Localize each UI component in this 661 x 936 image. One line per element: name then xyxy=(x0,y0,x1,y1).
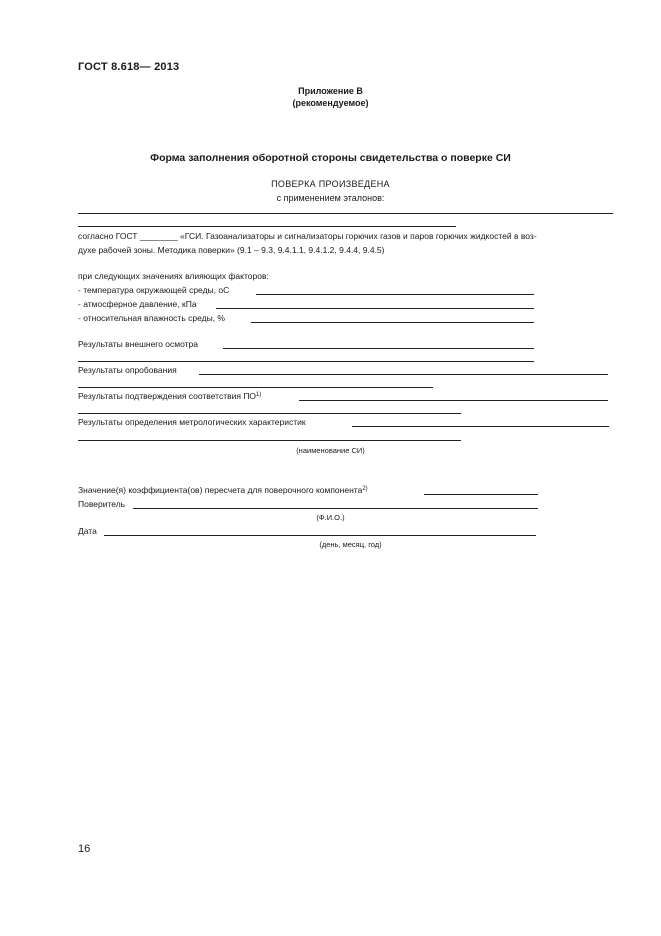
testing-field-2[interactable] xyxy=(78,387,433,388)
verifier-caption: (Ф.И.О.) xyxy=(316,513,345,522)
testing-field[interactable] xyxy=(199,374,608,375)
page-number: 16 xyxy=(78,843,91,855)
software-confirmation-field[interactable] xyxy=(299,400,608,401)
pressure-field[interactable] xyxy=(216,308,534,309)
si-name-field[interactable] xyxy=(78,440,461,441)
standards-line-1[interactable] xyxy=(78,213,613,214)
appendix-title: Приложение В xyxy=(298,86,363,96)
temperature-label: - температура окружающей среды, оС xyxy=(78,285,230,295)
metrology-label: Результаты определения метрологических характеристик xyxy=(78,417,306,427)
according-text-line-2: духе рабочей зоны. Методика поверки» (9.1 – 9.3, 9.4.1.1, 9.4.1.2, 9.4.4, 9.4.5) xyxy=(78,245,385,255)
external-inspection-label: Результаты внешнего осмотра xyxy=(78,339,199,349)
humidity-label: - относительная влажность среды, % xyxy=(78,313,225,323)
date-label: Дата xyxy=(78,526,97,536)
date-field[interactable] xyxy=(104,535,536,536)
coefficient-label: Значение(я) коэффициента(ов) пересчета для поверочного компонента$^{2)}$ xyxy=(78,485,368,495)
form-title: Форма заполнения оборотной стороны свидетельства о поверке СИ xyxy=(150,152,511,164)
testing-label: Результаты опробования xyxy=(78,365,177,375)
standards-line-2[interactable] xyxy=(78,226,456,227)
with-standards-label: с применением эталонов: xyxy=(276,193,385,203)
external-inspection-field[interactable] xyxy=(223,348,534,349)
verifier-label: Поверитель xyxy=(78,499,126,509)
coefficient-field[interactable] xyxy=(424,494,538,495)
pressure-label: - атмосферное давление, кПа xyxy=(78,299,197,309)
coefficient-footnote-mark: 2) xyxy=(362,486,368,492)
according-text-line-1: согласно ГОСТ ________ «ГСИ. Газоанализаторы и сигнализаторы горючих газов и паров горючих жидкостей в воз- xyxy=(78,231,537,241)
metrology-field[interactable] xyxy=(352,426,609,427)
si-name-caption: (наименование СИ) xyxy=(296,446,365,455)
factors-intro: при следующих значениях влияющих факторов: xyxy=(78,271,269,281)
external-inspection-field-2[interactable] xyxy=(78,361,534,362)
standard-code-header: ГОСТ 8.618— 2013 xyxy=(78,61,180,73)
verifier-field[interactable] xyxy=(133,508,538,509)
software-confirmation-field-2[interactable] xyxy=(78,413,461,414)
date-caption: (день, месяц, год) xyxy=(319,540,382,549)
software-confirmation-label: Результаты подтверждения соответствия ПО$^{1)}$ xyxy=(78,391,262,401)
software-footnote-mark: 1) xyxy=(256,392,262,398)
humidity-field[interactable] xyxy=(251,322,534,323)
temperature-field[interactable] xyxy=(256,294,534,295)
appendix-note: (рекомендуемое) xyxy=(292,98,369,108)
check-performed-heading: ПОВЕРКА ПРОИЗВЕДЕНА xyxy=(271,179,390,189)
